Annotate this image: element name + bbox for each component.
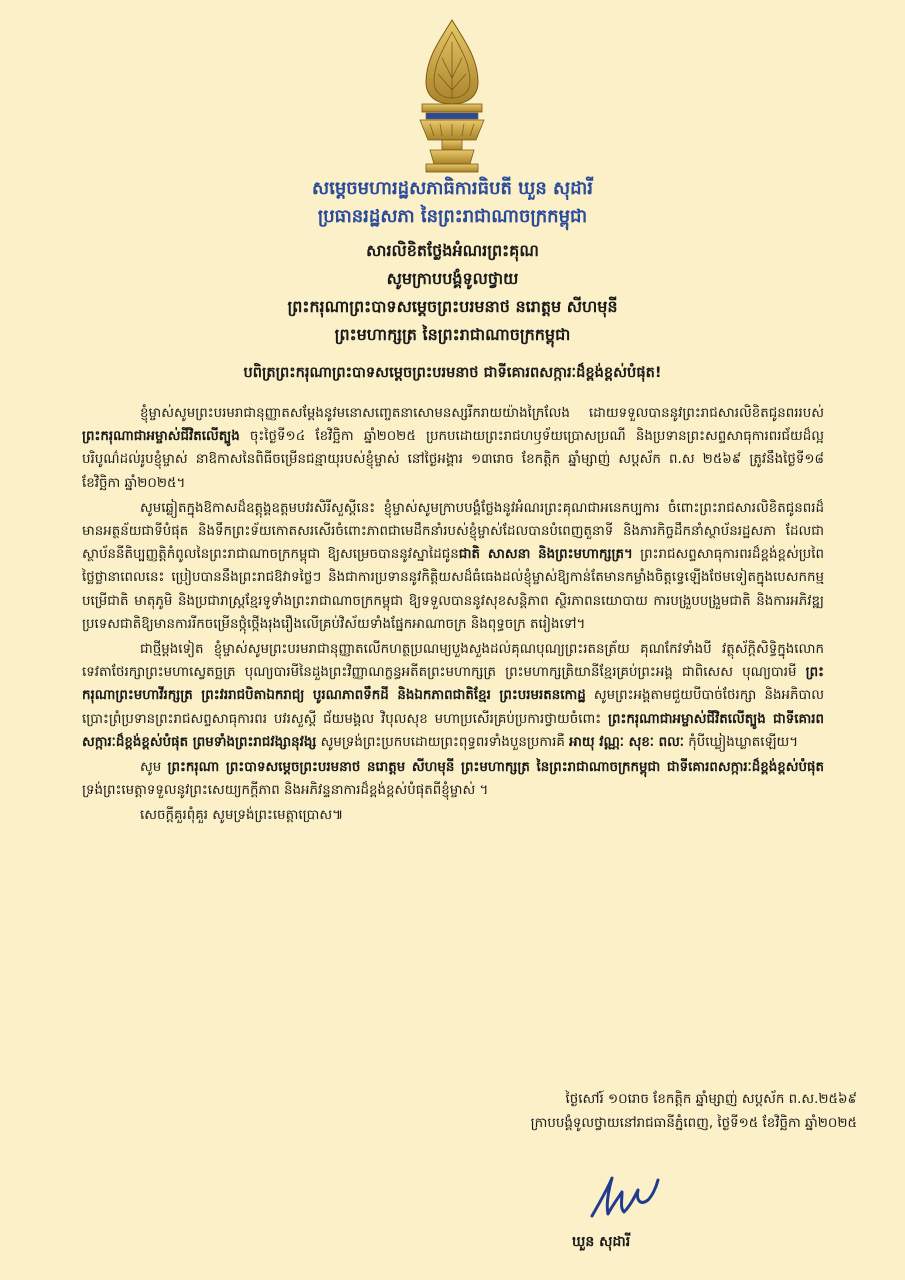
date-block (531, 1088, 857, 1136)
letter-title: សារលិខិតថ្លែងអំណរព្រះគុណ (366, 241, 539, 260)
salutation-line: សូមក្រាបបង្គំទូលថ្វាយ (386, 269, 519, 288)
signatory-name: ឃួន សុដារី (572, 1234, 631, 1250)
recipient-title: ព្រះមហាក្សត្រ នៃព្រះរាជាណាចក្រកម្ពុជា (334, 325, 571, 344)
letter-body (82, 402, 824, 830)
recipient-name: ព្រះករុណាព្រះបាទសម្តេចព្រះបរមនាថ នរោត្តម សីហមុនី (287, 297, 618, 316)
opening-address: បពិត្រព្រះករុណាព្រះបាទសម្តេចព្រះបរមនាថ ជាទីគោរពសក្ការៈដ៏ខ្ពង់ខ្ពស់បំផុត! (243, 364, 662, 381)
national-assembly-emblem-icon (412, 18, 492, 178)
lunar-date: ថ្ងៃសៅរ៍ ១០រោច ខែកត្តិក ឆ្នាំម្សាញ់ សប្តស័ក ព.ស.២៥៦៩ (565, 1092, 857, 1107)
paragraph-5: សេចក្តីគួរពុំគួរ សូមទ្រង់ព្រះមេត្តាប្រោស៕ (140, 808, 344, 824)
paragraph-2: សូមឆ្លៀតក្នុងឱកាសដ៏ឧត្តុង្គឧត្តមបវរសិរីសួស្តីនេះ ខ្ញុំម្ចាស់សូមក្រាបបង្គំថ្លែងនូវអំណរព្រះគុណជាអនេកប្បការ ចំពោះព្រះរាជសារលិខិតជូនពរដ៏មានអត្ថន័យជាទីបំផុត និងទឹកព្រះទ័យកោតសរសើរចំពោះភាពជាមេដឹកនាំរបស់ខ្ញុំម្ចាស់ដែលបានបំពេញតួនាទី និងភារកិច្ចដឹកនាំស្ថាប័នរដ្ឋសភា ដែលជាស្ថាប័ននីតិប្បញ្ញត្តិកំពូលនៃព្រះរាជាណាចក្រកម្ពុជា ឱ្យសម្រេចបាននូវស្នាដៃជូនជាតិ សាសនា និងព្រះមហាក្សត្រ។ ព្រះរាជសព្ទសាធុការពរដ៏ខ្ពង់ខ្ពស់ប្រពៃថ្លៃថ្លានាពេលនេះ ប្រៀបបាននឹងព្រះរាជឱវាទថ្លៃៗ និងជាការប្រទាននូវកិត្តិយសដ៏ធំធេងដល់ខ្ញុំម្ចាស់ឱ្យកាន់តែមានកម្លាំងចិត្តទ្វេឡើងថែមទៀតក្នុងបេសកកម្មបម្រើជាតិ មាតុភូមិ និងប្រជារាស្ត្រខ្មែរទូទាំងព្រះរាជាណាចក្រកម្ពុជា ឱ្យទទួលបាននូវសុខសន្តិភាព ស្ថិរភាពនយោបាយ ការបង្រួបបង្រួមជាតិ និងការអភិវឌ្ឍប្រទេសជាតិឱ្យមានការរីកចម្រើនថ្កុំថ្កើងរុងរឿងលើគ្រប់វិស័យទាំងផ្នែកអាណាចក្រ និងពុទ្ធចក្រ តរៀងទៅ។ (82, 500, 824, 632)
sender-position: ប្រធានរដ្ឋសភា នៃព្រះរាជាណាចក្រកម្ពុជា (317, 206, 588, 227)
paragraph-1: ខ្ញុំម្ចាស់សូមព្រះបរមរាជានុញ្ញាតសម្តែងនូវមនោសញ្ចេតនាសោមនស្សរីករាយយ៉ាងក្រៃលែង ដោយទទួលបាននូវព្រះរាជសារលិខិតជូនពររបស់ ព្រះករុណាជាអម្ចាស់ជីវិតលើត្បូង ចុះថ្ងៃទី១៤ ខែវិច្ឆិកា ឆ្នាំ២០២៥ ប្រកបដោយព្រះរាជហឫទ័យប្រោសប្រណី និងប្រទានព្រះសព្ទសាធុការពរជ័យដ៏ល្អបរិបូណ៌ដល់រូបខ្ញុំម្ចាស់ នាឱកាសនៃពិធីចម្រើនជន្មាយុរបស់ខ្ញុំម្ចាស់ នៅថ្ងៃអង្គារ ១៣រោច ខែកត្តិក ឆ្នាំម្សាញ់ សប្តស័ក ព.ស ២៥៦៩ ត្រូវនឹងថ្ងៃទី១៨ ខែវិច្ឆិកា ឆ្នាំ២០២៥។ (82, 406, 824, 491)
solar-date: ក្រាបបង្គំទូលថ្វាយនៅរាជធានីភ្នំពេញ, ថ្ងៃទី១៥ ខែវិច្ឆិកា ឆ្នាំ២០២៥ (530, 1116, 857, 1131)
handwritten-signature (578, 1170, 668, 1230)
paragraph-3: ជាថ្មីម្តងទៀត ខ្ញុំម្ចាស់សូមព្រះបរមរាជានុញ្ញាតលើកហត្ថប្រណម្យបួងសួងដល់គុណបុណ្យព្រះរតនត្រ័យ គុណកែវទាំងបី វត្ថុស័ក្តិសិទ្ធិក្នុងលោក ទេវតាថែរក្សាព្រះមហាស្វេតច្ឆត្រ បុណ្យបារមីនៃដួងព្រះវិញ្ញាណក្ខន្ធអតីតព្រះមហាក្សត្រ ព្រះមហាក្សត្រិយានីខ្មែរគ្រប់ព្រះអង្គ ជាពិសេស បុណ្យបារមី ព្រះករុណាព្រះមហាវីរក្សត្រ ព្រះវររាជបិតាឯករាជ្យ បូរណភាពទឹកដី និងឯកភាពជាតិខ្មែរ ព្រះបរមរតនកោដ្ឋ សូមព្រះអង្គតាមជួយបីបាច់ថែរក្សា និងអភិបាលប្រោះព្រំប្រទានព្រះរាជសព្ទសាធុការពរ បវរសួស្តី ជ័យមង្គល វិបុលសុខ មហាប្រសើរគ្រប់ប្រការថ្វាយចំពោះ ព្រះករុណាជាអម្ចាស់ជីវិតលើត្បូង ជាទីគោរពសក្ការៈដ៏ខ្ពង់ខ្ពស់បំផុត ព្រមទាំងព្រះរាជវង្សានុវង្ស សូមទ្រង់ព្រះប្រកបដោយព្រះពុទ្ធពរទាំងបួនប្រការគឺ អាយុ វណ្ណៈ សុខៈ ពលៈ កុំបីឃ្លៀងឃ្លាតឡើយ។ (82, 642, 824, 750)
sender-title: សម្តេចមហារដ្ឋសភាធិការធិបតី ឃួន សុដារី (311, 178, 594, 199)
paragraph-4: សូម ព្រះករុណា ព្រះបាទសម្តេចព្រះបរមនាថ នរោត្តម សីហមុនី ព្រះមហាក្សត្រ នៃព្រះរាជាណាចក្រកម្ពុជា ជាទីគោរពសក្ការៈដ៏ខ្ពង់ខ្ពស់បំផុត ទ្រង់ព្រះមេត្តាទទួលនូវព្រះសេយ្យកក្តីភាព និងអភិវន្ទនាការដ៏ខ្ពង់ខ្ពស់បំផុតពីខ្ញុំម្ចាស់ ។ (82, 760, 824, 799)
